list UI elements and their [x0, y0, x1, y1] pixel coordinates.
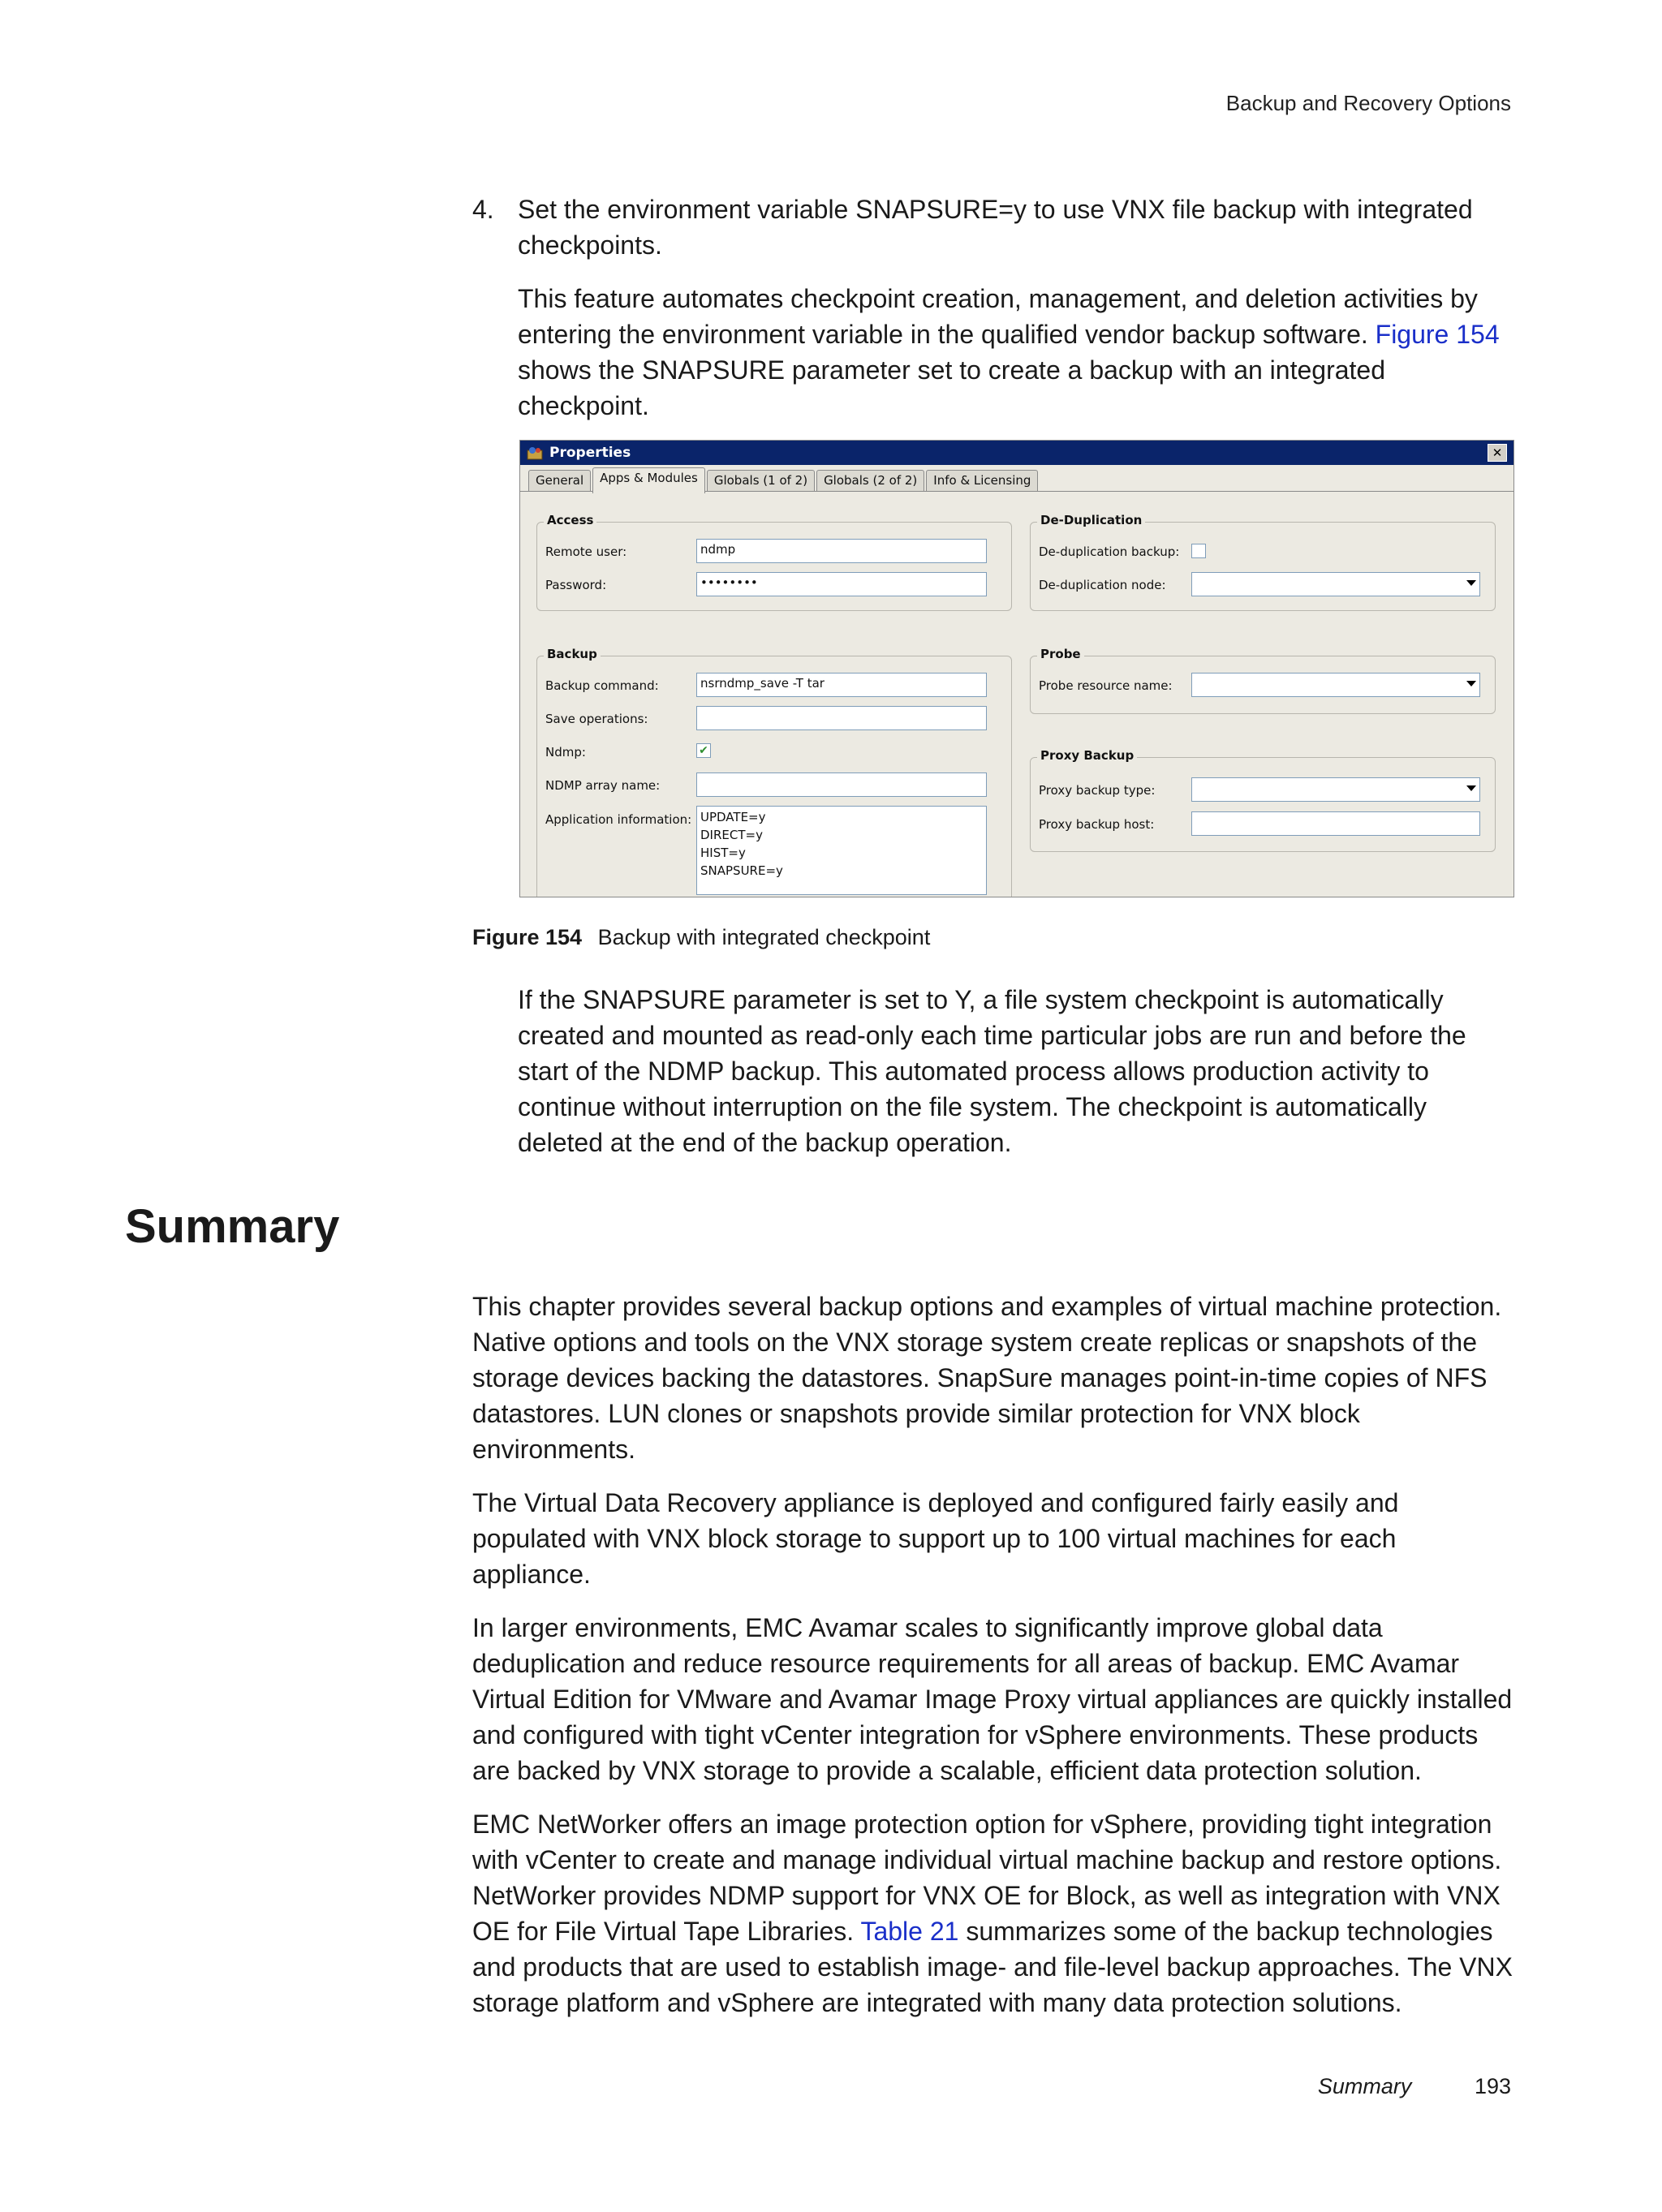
- step-4: [472, 192, 1519, 441]
- ndmp-checkbox[interactable]: [696, 743, 711, 758]
- backup-title: Backup: [544, 647, 601, 661]
- section-title: Summary: [125, 1200, 340, 1253]
- ndmp-label: Ndmp:: [545, 745, 586, 760]
- step-number: 4.: [472, 195, 494, 224]
- password-label: Password:: [545, 578, 607, 592]
- probe-resource-label: Probe resource name:: [1039, 678, 1173, 693]
- dedup-node-select[interactable]: [1191, 572, 1480, 596]
- step-description: [518, 281, 1519, 424]
- table-21-link[interactable]: Table 21: [860, 1917, 959, 1946]
- probe-group: [1030, 647, 1496, 714]
- figure-caption-text: Backup with integrated checkpoint: [597, 925, 931, 949]
- page-footer: [1318, 2074, 1511, 2099]
- ndmp-array-label: NDMP array name:: [545, 778, 661, 793]
- dedup-title: De-Duplication: [1037, 513, 1145, 527]
- step-desc-part2: shows the SNAPSURE parameter set to create a backup with an integrated checkpoint.: [518, 355, 1385, 420]
- app-info-textarea[interactable]: [696, 806, 987, 895]
- probe-resource-select[interactable]: [1191, 673, 1480, 697]
- close-button[interactable]: [1488, 444, 1507, 462]
- proxy-host-input[interactable]: [1191, 811, 1480, 836]
- tab-info-licensing[interactable]: Info & Licensing: [926, 470, 1038, 491]
- proxy-type-label: Proxy backup type:: [1039, 783, 1156, 798]
- properties-dialog-figure: [519, 440, 1514, 897]
- page-number: 193: [1474, 2074, 1511, 2098]
- app-info-line: UPDATE=y: [700, 810, 766, 824]
- properties-icon: [527, 445, 543, 460]
- footer-section: Summary: [1317, 2074, 1412, 2098]
- save-operations-label: Save operations:: [545, 712, 648, 726]
- app-info-label: Application information:: [545, 812, 692, 827]
- remote-user-label: Remote user:: [545, 544, 627, 559]
- summary-paragraph: The Virtual Data Recovery appliance is deployed and configured fairly easily and populated with VNX block storage to support up to 100 virtual machines for each appliance.: [472, 1488, 1399, 1589]
- backup-command-label: Backup command:: [545, 678, 659, 693]
- summary-p4-part1: EMC NetWorker offers an image protection option for vSphere, providing tight integration with vCenter to create and manage individual virtual machine backup and restore options. NetWorker provides NDMP support for VNX OE for Block, as well as integration with VNX OE for File Virtual Tape Libraries.: [472, 1810, 1502, 1946]
- app-info-line: DIRECT=y: [700, 828, 763, 842]
- close-icon: ✕: [1492, 445, 1503, 460]
- figure-caption: [472, 925, 930, 950]
- tab-globals-2[interactable]: Globals (2 of 2): [816, 470, 924, 491]
- app-info-line: SNAPSURE=y: [700, 863, 783, 878]
- tab-globals-1[interactable]: Globals (1 of 2): [707, 470, 815, 491]
- chevron-down-icon: [1466, 785, 1476, 791]
- snapsure-explanation: If the SNAPSURE parameter is set to Y, a file system checkpoint is automatically created and mounted as read-only each time particular jobs are run and before the start of the NDMP backup. This automated process allows production activity to continue without interruption on the file system. The checkpoint is automatically deleted at the end of the backup operation.: [518, 985, 1466, 1157]
- proxy-host-label: Proxy backup host:: [1039, 817, 1155, 832]
- chevron-down-icon: [1466, 580, 1476, 586]
- dialog-tabs: [520, 465, 1513, 492]
- remote-user-input[interactable]: ndmp: [696, 539, 987, 563]
- summary-paragraph: This chapter provides several backup options and examples of virtual machine protection. Native options and tools on the VNX storage system create replicas or snapshots of the storage devices backing the datastores. SnapSure manages point-in-time copies of NFS datastores. LUN clones or snapshots provide similar protection for VNX block environments.: [472, 1292, 1502, 1464]
- app-info-line: HIST=y: [700, 846, 746, 860]
- summary-body: [472, 1289, 1519, 2038]
- access-group: [536, 513, 1012, 611]
- check-icon: ✔: [699, 744, 708, 757]
- step-desc-part1: This feature automates checkpoint creation, management, and deletion activities by entering the environment variable in the qualified vendor backup software.: [518, 284, 1478, 349]
- dialog-titlebar: [520, 441, 1513, 465]
- dialog-title: Properties: [549, 445, 631, 461]
- proxy-type-select[interactable]: [1191, 777, 1480, 802]
- proxy-backup-group: [1030, 748, 1496, 852]
- password-input[interactable]: ••••••••: [696, 572, 987, 596]
- proxy-title: Proxy Backup: [1037, 748, 1137, 763]
- summary-p4-part2: summarizes some of the backup technologies and products that are used to establish image- and file-level backup approaches. The VNX storage platform and vSphere are integrated with many data protection solutions.: [472, 1917, 1513, 2017]
- ndmp-array-input[interactable]: [696, 772, 987, 797]
- step-text: Set the environment variable SNAPSURE=y to use VNX file backup with integrated checkpoints.: [518, 195, 1473, 260]
- dedup-backup-checkbox[interactable]: [1191, 544, 1206, 558]
- backup-command-input[interactable]: nsrndmp_save -T tar: [696, 673, 987, 697]
- dedup-backup-label: De-duplication backup:: [1039, 544, 1180, 559]
- save-operations-input[interactable]: [696, 706, 987, 730]
- dedup-group: [1030, 513, 1496, 611]
- figure-number: Figure 154: [472, 925, 583, 949]
- dedup-node-label: De-duplication node:: [1039, 578, 1166, 592]
- chevron-down-icon: [1466, 681, 1476, 686]
- summary-paragraph: In larger environments, EMC Avamar scales to significantly improve global data deduplication and reduce resource requirements for all areas of backup. EMC Avamar Virtual Edition for VMware and Avamar Image Proxy virtual appliances are quickly installed and configured with tight vCenter integration for vSphere environments. These products are backed by VNX storage to provide a scalable, efficient data protection solution.: [472, 1613, 1513, 1785]
- figure-154-link[interactable]: Figure 154: [1375, 320, 1500, 349]
- tab-general[interactable]: General: [528, 470, 591, 491]
- access-title: Access: [544, 513, 596, 527]
- tab-apps-modules[interactable]: Apps & Modules: [592, 467, 705, 493]
- running-header: Backup and Recovery Options: [1225, 91, 1511, 115]
- probe-title: Probe: [1037, 647, 1084, 661]
- summary-paragraph: [472, 1806, 1519, 2020]
- backup-group: [536, 647, 1012, 897]
